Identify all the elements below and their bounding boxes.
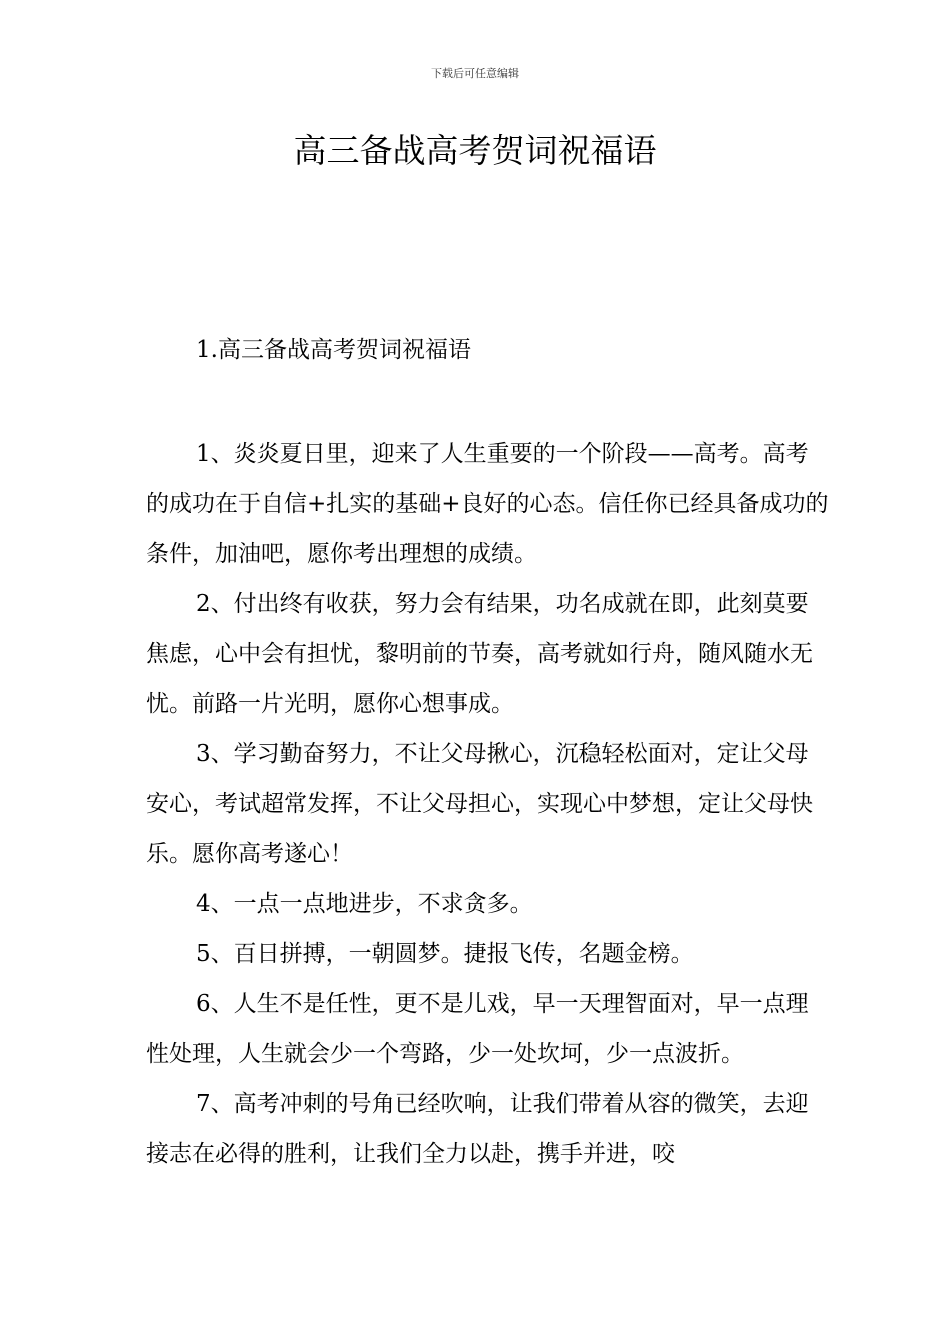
paragraph: 7、高考冲刺的号角已经吹响，让我们带着从容的微笑，去迎接志在必得的胜利，让我们全力以赴，携手并进，咬 [146, 1091, 809, 1167]
paragraph: 4、一点一点地进步，不求贪多。 [196, 891, 533, 917]
paragraph: 3、学习勤奋努力，不让父母揪心，沉稳轻松面对，定让父母安心，考试超常发挥，不让父母担心，实现心中梦想，定让父母快乐。愿你高考遂心！ [146, 741, 813, 867]
paragraph: 1、炎炎夏日里，迎来了人生重要的一个阶段——高考。高考的成功在于自信+扎实的基础+良好的心态。信任你已经具备成功的条件，加油吧，愿你考出理想的成绩。 [146, 441, 829, 567]
paragraph: 2、付出终有收获，努力会有结果，功名成就在即，此刻莫要焦虑，心中会有担忧，黎明前的节奏，高考就如行舟，随风随水无忧。前路一片光明，愿你心想事成。 [146, 591, 813, 717]
header-note: 下载后可任意编辑 [431, 67, 519, 80]
paragraph-list [146, 429, 830, 1179]
document-title: 高三备战高考贺词祝福语 [293, 131, 657, 170]
section-heading: 1.高三备战高考贺词祝福语 [196, 337, 471, 363]
paragraph: 5、百日拼搏，一朝圆梦。捷报飞传，名题金榜。 [196, 941, 694, 967]
paragraph: 6、人生不是任性，更不是儿戏，早一天理智面对，早一点理性处理，人生就会少一个弯路，少一处坎坷，少一点波折。 [146, 991, 809, 1067]
